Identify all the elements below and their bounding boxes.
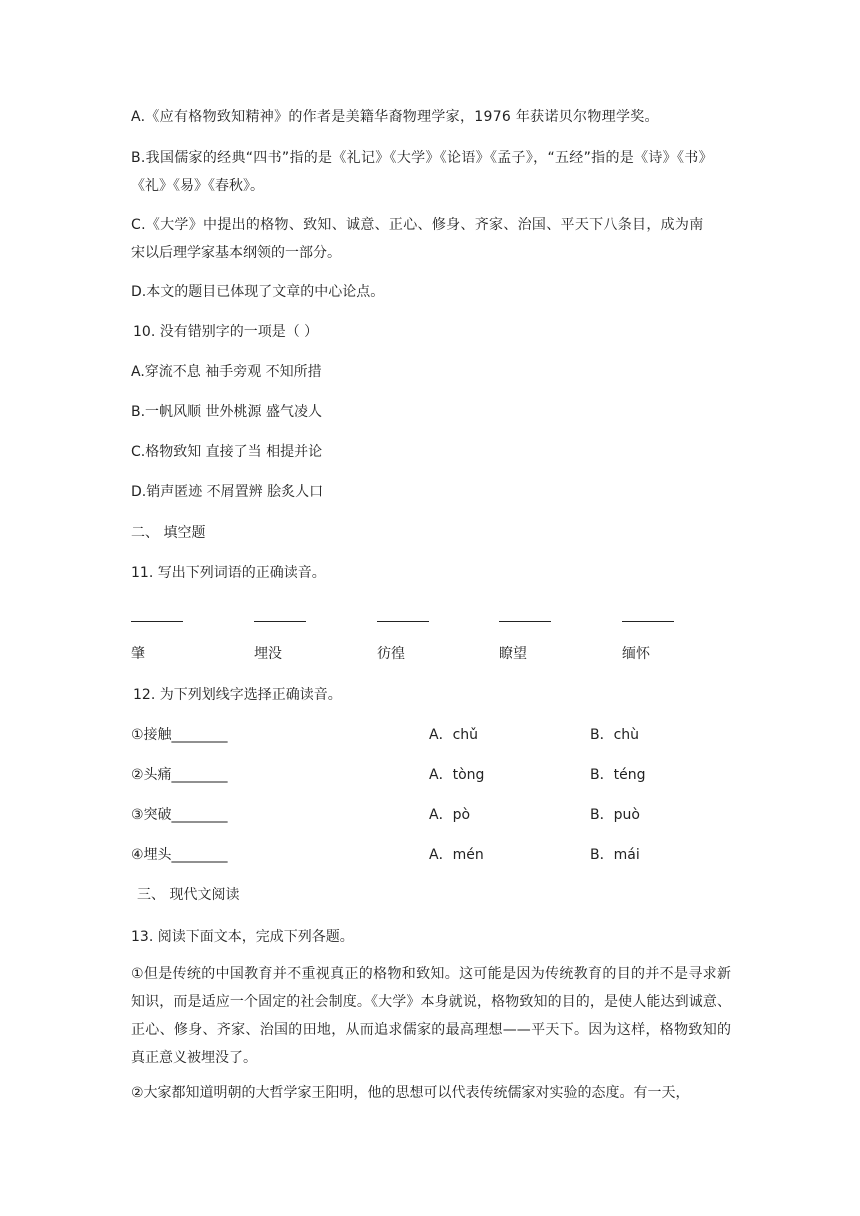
answer-blank[interactable] xyxy=(377,621,429,622)
q10-option-a: A.穿流不息 袖手旁观 不知所措 xyxy=(131,364,322,380)
q12-item: ①接触________ xyxy=(131,727,228,743)
q11-word: 埋没 xyxy=(254,646,282,662)
q9-option-d: D.本文的题目已体现了文章的中心论点。 xyxy=(131,284,385,300)
q12-option-a: A．pò xyxy=(429,807,471,823)
q12-option-b: B．può xyxy=(590,807,640,823)
answer-blank[interactable] xyxy=(622,621,674,622)
q12-item: ③突破________ xyxy=(131,807,228,823)
q12-option-a: A．tòng xyxy=(429,767,485,783)
q9-option-b-line2: 《礼》《易》《春秋》。 xyxy=(131,178,264,194)
answer-blank[interactable] xyxy=(499,621,551,622)
q11-word: 缅怀 xyxy=(622,646,650,662)
q9-option-c-line1: C.《大学》中提出的格物、致知、诚意、正心、修身、齐家、治国、平天下八条目，成为南 xyxy=(131,217,704,233)
q12-option-b: B．chù xyxy=(590,727,640,743)
reading-paragraph-1: ①但是传统的中国教育并不重视真正的格物和致知。这可能是因为传统教育的目的并不是寻求新知识，而是适应一个固定的社会制度。《大学》本身就说，格物致知的目的，是使人能达到诚意、正心、修身、齐家、治国的田地，从而追求儒家的最高理想——平天下。因为这样，格物致知的真正意义被埋没了。 xyxy=(131,966,731,1066)
q12-option-b: B．mái xyxy=(590,847,640,863)
q13-stem: 13. 阅读下面文本，完成下列各题。 xyxy=(131,929,354,945)
q12-option-a: A．chǔ xyxy=(429,727,479,743)
answer-blank[interactable] xyxy=(254,621,306,622)
section-heading-reading: 三、 现代文阅读 xyxy=(137,887,240,903)
q9-option-a: A.《应有格物致知精神》的作者是美籍华裔物理学家，1976 年获诺贝尔物理学奖。 xyxy=(131,109,659,125)
q12-stem: 12. 为下列划线字选择正确读音。 xyxy=(133,687,342,703)
reading-paragraph-2: ②大家都知道明朝的大哲学家王阳明，他的思想可以代表传统儒家对实验的态度。有一天， xyxy=(131,1085,690,1101)
q10-option-b: B.一帆风顺 世外桃源 盛气凌人 xyxy=(131,404,322,420)
q11-word: 肇 xyxy=(131,646,145,662)
q10-option-c: C.格物致知 直接了当 相提并论 xyxy=(131,444,323,460)
q12-item: ②头痛________ xyxy=(131,767,228,783)
q11-word: 瞭望 xyxy=(499,646,527,662)
q10-stem: 10. 没有错别字的一项是（ ） xyxy=(133,324,319,340)
q12-option-a: A．mén xyxy=(429,847,484,863)
answer-blank[interactable] xyxy=(131,621,183,622)
section-heading-fill-in: 二、 填空题 xyxy=(131,525,206,541)
q9-option-c-line2: 宋以后理学家基本纲领的一部分。 xyxy=(131,245,341,261)
q11-stem: 11. 写出下列词语的正确读音。 xyxy=(131,565,326,581)
q10-option-d: D.销声匿迹 不屑置辨 脍炙人口 xyxy=(131,484,324,500)
q9-option-b-line1: B.我国儒家的经典“四书”指的是《礼记》《大学》《论语》《孟子》，“五经”指的是《诗》《书》 xyxy=(131,150,713,166)
q11-word: 彷徨 xyxy=(377,646,405,662)
q12-option-b: B．téng xyxy=(590,767,646,783)
q12-item: ④埋头________ xyxy=(131,847,228,863)
